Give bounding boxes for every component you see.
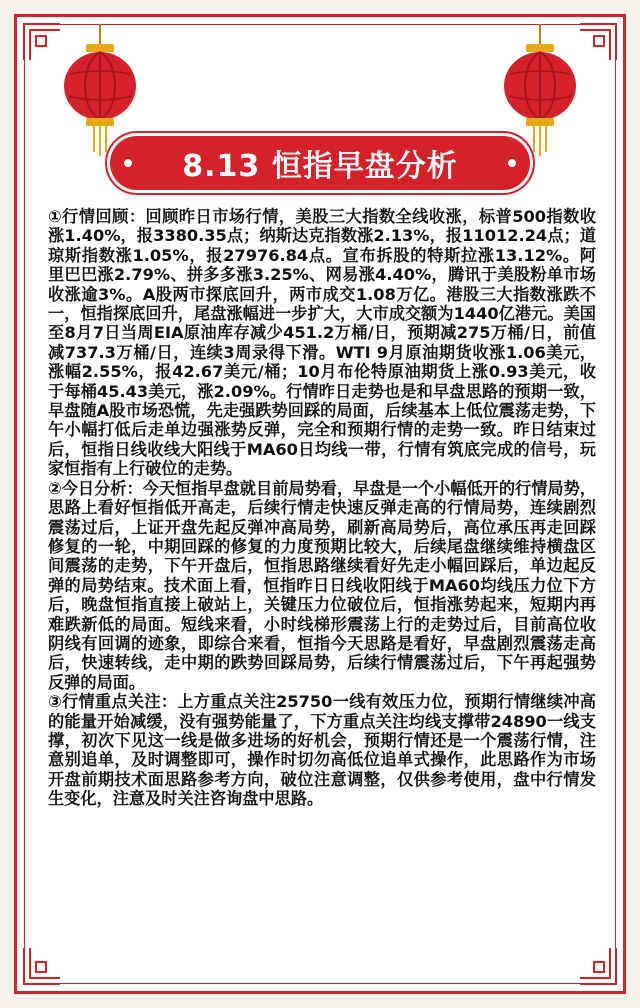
corner-ornament-icon xyxy=(22,946,62,986)
page-title: 8.13 恒指早盘分析 xyxy=(182,149,458,184)
title-banner xyxy=(110,136,530,190)
paragraph-key-focus: ③行情重点关注：上方重点关注25750一线有效压力位，预期行情继续冲高的能量开始减缓，没有强势能量了，下方重点关注均线支撑带24890一线支撑，初次下见这一线是做多进场的好机会，预期行情还是一个震荡行情，注意别追单，及时调整即可，操作时切勿高低位追单式操作，此思路作为市场开盘前期技术面思路参考方向，破位注意调整，仅供参考使用，盘中行情发生变化，注意及时关注咨询盘中思路。 xyxy=(48,692,596,809)
article-body xyxy=(48,207,596,809)
banner-dot-icon xyxy=(508,159,516,167)
paragraph-market-review: ①行情回顾：回顾昨日市场行情，美股三大指数全线收涨，标普500指数收涨1.40%，报3380.35点；纳斯达克指数涨2.13%，报11012.24点；道琼斯指数涨1.05%，报27976.84点。宣布拆股的特斯拉涨13.12%。阿里巴巴涨2.79%、拼多多涨3.25%、网易涨4.40%，腾讯于美股粉单市场收涨逾3%。A股两市探底回升，两市成交1.08万亿。港股三大指数涨跌不一，恒指探底回升，尾盘涨幅进一步扩大，大市成交额为1440亿港元。美国至8月7日当周EIA原油库存减少451.2万桶/日，预期减275万桶/日，前值减737.3万桶/日，连续3周录得下滑。WTI 9月原油期货收涨1.06美元，涨幅2.55%，报42.67美元/桶；10月布伦特原油期货上涨0.93美元，收于每桶45.43美元，涨2.09%。行情昨日走势也是和早盘思路的预期一致，早盘随A股市场恐慌，先走强跌势回踩的局面，后续基本上低位震荡走势，下午小幅打低后走单边强涨势反弹，完全和预期行情的走势一致。昨日结束过后，恒指日线收线大阳线于MA60日均线一带，行情有筑底完成的信号，玩家恒指有上行破位的走势。 xyxy=(48,207,596,479)
corner-ornament-icon xyxy=(578,946,618,986)
paragraph-today-analysis: ②今日分析：今天恒指早盘就目前局势看，早盘是一个小幅低开的行情局势，思路上看好恒指低开高走，后续行情走快速反弹走高的行情局势，连续剧烈震荡过后，上证开盘先起反弹冲高局势，刷新高局势后，高位承压再走回踩修复的一轮，中期回踩的修复的力度预期比较大，后续尾盘继续维持横盘区间震荡的走势，下午开盘后，恒指思路继续看好先走小幅回踩后，单边起反弹的局势结束。技术面上看，恒指昨日日线收阳线于MA60均线压力位下方后，晚盘恒指直接上破站上，关键压力位破位后，恒指涨势起来，短期内再难跌新低的局面。短线来看，小时线梯形震荡上行的走势过后，目前高位收阴线有回调的迹象，即综合来看，恒指今天思路是看好，早盘剧烈震荡走高后，快速转线，走中期的跌势回踩局势，后续行情震荡过后，下午再起强势反弹的局面。 xyxy=(48,478,596,692)
banner-dot-icon xyxy=(124,159,132,167)
